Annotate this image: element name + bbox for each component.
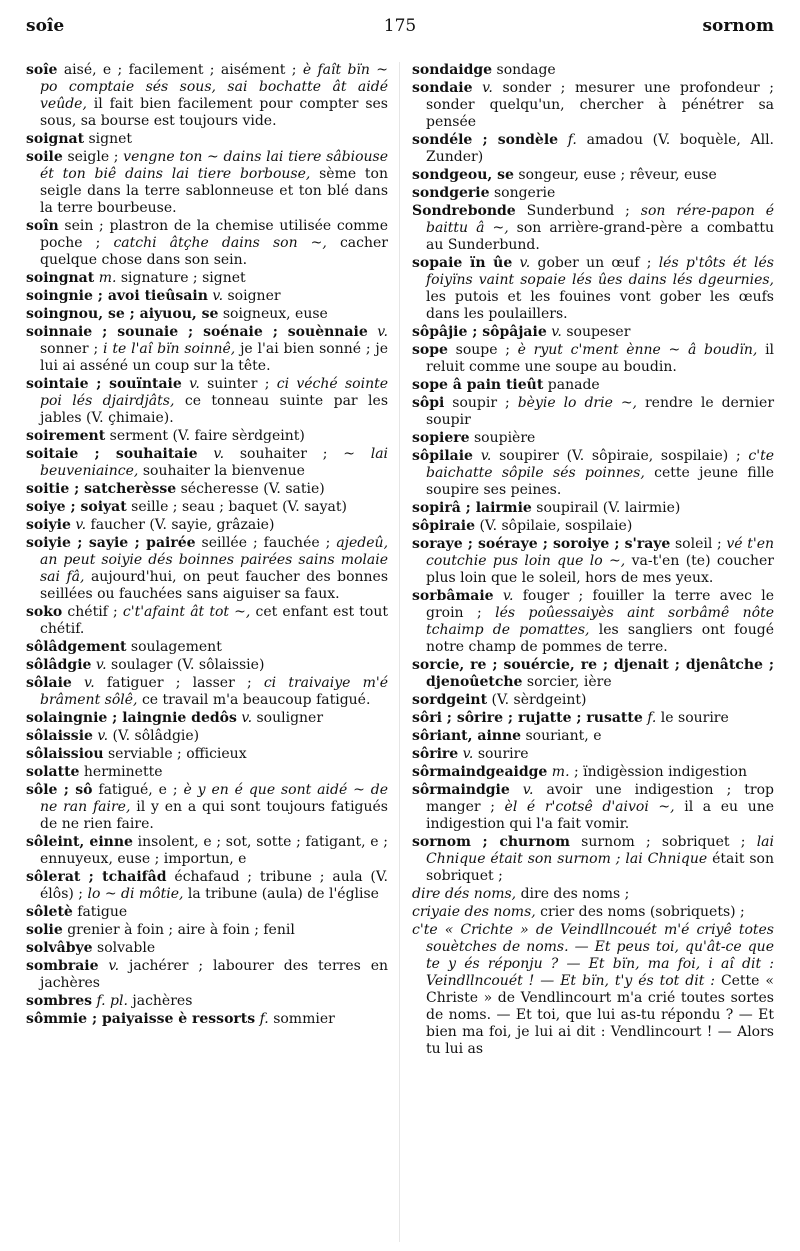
entry-definition: soulager (V. sôlaissie) — [111, 657, 265, 673]
entry-headword: sôriant, ainne — [412, 728, 522, 744]
entry-headword: sorcie, re ; souércie, re ; djenait ; djenâtche ; djenoûetche — [412, 657, 774, 690]
entry-example: lés p'tôts ét lés foiyïns vaint sopaie lés ûes dains lés dgeurnies, — [426, 255, 774, 288]
dictionary-entry — [412, 710, 774, 727]
entry-definition: soupir ; — [452, 395, 510, 411]
dictionary-entry — [26, 710, 388, 727]
entry-example: c'te « Crichte » de Veindllncouét m'é criyê totes souètches de noms. — Et peus toi, qu'ât-ce que te y és réponju ? — Et bïn, ma foi, i aî dit : Veindllncouét ! — Et bïn, t'y és tot dit : — [412, 922, 774, 989]
dictionary-entry — [412, 377, 774, 394]
dictionary-entry — [412, 518, 774, 535]
entry-headword: solvâbye — [26, 940, 93, 956]
entry-headword: soîn — [26, 218, 59, 234]
left-column — [26, 62, 388, 1242]
entry-headword: sôri ; sôrire ; rujatte ; rusatte — [412, 710, 643, 726]
entry-translation: il a eu une indigestion qui l'a fait vomir. — [426, 799, 775, 832]
entry-definition: (V. sôlâdgie) — [112, 728, 200, 744]
entry-headword: soingnie ; avoi tieûsain — [26, 288, 208, 304]
dictionary-entry — [26, 782, 388, 833]
entry-example: dire dés noms, — [412, 886, 517, 902]
entry-grammar-note: f. — [567, 132, 577, 148]
entry-definition: serment (V. faire sèrdgeint) — [109, 428, 305, 444]
dictionary-entry — [412, 922, 774, 1058]
entry-grammar-note: v. — [519, 255, 531, 271]
entry-definition: sommier — [273, 1011, 335, 1027]
entry-definition: échafaud ; tribune ; aula (V. élôs) ; — [40, 869, 389, 902]
entry-definition: soulagement — [130, 639, 222, 655]
entry-grammar-note: v. — [97, 728, 109, 744]
entry-definition: soigneux, euse — [222, 306, 328, 322]
entry-definition: fouger ; fouiller la terre avec le groin ; — [426, 588, 774, 621]
entry-headword: sôpilaie — [412, 448, 473, 464]
entry-definition: soupirer (V. sôpiraie, sospilaie) ; — [499, 448, 741, 464]
entry-definition: seille ; seau ; baquet (V. sayat) — [131, 499, 347, 515]
dictionary-entry — [412, 764, 774, 781]
dictionary-entry — [412, 62, 774, 79]
entry-headword: soile — [26, 149, 63, 165]
entry-definition: songeur, euse ; rêveur, euse — [518, 167, 717, 183]
dictionary-entry — [412, 185, 774, 202]
entry-translation: ce tonneau suinte par les jables (V. çhimaie). — [40, 393, 389, 426]
entry-translation: son arrière-grand-père a combattu au Sunderbund. — [426, 220, 774, 253]
dictionary-entry — [26, 675, 388, 709]
entry-definition: signet — [88, 131, 133, 147]
dictionary-entry — [26, 746, 388, 763]
dictionary-entry — [26, 446, 388, 480]
entry-definition: signature ; signet — [120, 270, 246, 286]
entry-definition: sondage — [496, 62, 556, 78]
entry-headword: sôpi — [412, 395, 445, 411]
entry-example: ci véché sointe poi lés djairdjâts, — [40, 376, 389, 409]
entry-headword: sondaidge — [412, 62, 493, 78]
column-divider — [399, 62, 400, 1242]
dictionary-entry — [412, 500, 774, 517]
entry-headword: sôle ; sô — [26, 782, 93, 798]
entry-headword: sôlaissiou — [26, 746, 104, 762]
entry-translation: souhaiter la bienvenue — [142, 463, 305, 479]
entry-grammar-note: v. — [482, 80, 493, 96]
entry-headword: soitaie ; souhaitaie — [26, 446, 198, 462]
entry-grammar-note: m. — [98, 270, 117, 286]
dictionary-entry — [26, 940, 388, 957]
dictionary-entry — [26, 376, 388, 427]
entry-translation: il y en a qui sont toujours fatigués de ne rien faire. — [40, 799, 388, 832]
entry-example: lés poûessaiyès aint sorbâmê nôte tchaimp de pomattes, — [426, 605, 775, 638]
entry-grammar-note: v. — [95, 657, 107, 673]
entry-example: son rére-papon é baittu â ~, — [426, 203, 775, 236]
entry-definition: sécheresse (V. satie) — [180, 481, 325, 497]
entry-definition: avoir une indigestion ; trop manger ; — [426, 782, 774, 815]
dictionary-entry — [26, 517, 388, 534]
dictionary-entry — [412, 746, 774, 763]
dictionary-entry — [26, 993, 388, 1010]
entry-headword: sôrire — [412, 746, 459, 762]
dictionary-entry — [26, 131, 388, 148]
entry-definition: souhaiter ; ~ — [239, 446, 355, 462]
entry-headword: sôlaie — [26, 675, 72, 691]
entry-headword: sope â pain tieût — [412, 377, 544, 393]
entry-headword: sôpiraie — [412, 518, 475, 534]
entry-headword: sornom ; churnom — [412, 834, 570, 850]
entry-translation: ce travail m'a beaucoup fatigué. — [141, 692, 371, 708]
entry-definition: Sunderbund ; — [526, 203, 630, 219]
entry-headword: sombres — [26, 993, 92, 1009]
entry-definition: ; ïndigèssion indigestion — [573, 764, 747, 780]
header-last-word: sornom — [702, 16, 774, 36]
entry-headword: sôlerat ; tchaifâd — [26, 869, 167, 885]
dictionary-entry — [412, 255, 774, 323]
entry-definition: serviable ; officieux — [107, 746, 247, 762]
entry-translation: il reluit comme une soupe au boudin. — [426, 342, 775, 375]
entry-headword: sondéle ; sondèle — [412, 132, 559, 148]
dictionary-entry — [412, 132, 774, 166]
entry-grammar-note: v. — [522, 782, 534, 798]
entry-definition: insolent, e ; sot, sotte ; fatigant, e ; ennuyeux, euse ; importun, e — [40, 834, 388, 867]
entry-grammar-note: f. — [647, 710, 657, 726]
entry-grammar-note: v. — [75, 517, 87, 533]
entry-definition: gober un œuf ; — [537, 255, 652, 271]
entry-example: vengne ton ~ dains lai tiere sâbiouse ét ton biê dains lai tiere borbouse, — [40, 149, 388, 182]
entry-translation: Cette « Christe » de Vendlincourt m'a crié toutes sortes de noms. — Et toi, que lui as-tu répondu ? — Et bien ma foi, je lui ai dit : Vendlincourt ! — Alors tu lui as — [426, 973, 774, 1057]
entry-translation: était son sobriquet ; — [426, 851, 774, 884]
dictionary-entry — [26, 834, 388, 868]
entry-grammar-note: m. — [551, 764, 570, 780]
entry-headword: sôpâjie ; sôpâjaie — [412, 324, 547, 340]
dictionary-entry — [412, 728, 774, 745]
entry-definition: jachères — [132, 993, 193, 1009]
entry-definition: fatiguer ; lasser ; — [106, 675, 252, 691]
entry-headword: sôlâdgie — [26, 657, 92, 673]
entry-translation: cette jeune fille soupire ses peines. — [426, 465, 775, 498]
entry-headword: solaingnie ; laingnie dedôs — [26, 710, 237, 726]
entry-headword: sopiere — [412, 430, 470, 446]
dictionary-entry — [26, 639, 388, 656]
entry-translation: aujourd'hui, on peut faucher des bonnes seillées ou fauchées sans aiguiser sa faux. — [40, 569, 389, 602]
dictionary-entry — [412, 886, 774, 903]
entry-definition: sourire — [477, 746, 529, 762]
entry-grammar-note: v. — [189, 376, 200, 392]
dictionary-entry — [26, 499, 388, 516]
entry-headword: sôleint, einne — [26, 834, 133, 850]
entry-headword: sôlaissie — [26, 728, 93, 744]
entry-definition: le sourire — [660, 710, 729, 726]
entry-definition: soupeser — [566, 324, 631, 340]
dictionary-entry — [26, 481, 388, 498]
entry-definition: sonder ; mesurer une profondeur ; sonder quelqu'un, chercher à pénétrer sa pensée — [426, 80, 775, 130]
entry-translation: dire des noms ; — [520, 886, 630, 902]
right-column — [412, 62, 774, 1242]
entry-definition: soupière — [473, 430, 536, 446]
entry-grammar-note: v. — [241, 710, 253, 726]
entry-grammar-note: f. — [259, 1011, 269, 1027]
entry-headword: sope — [412, 342, 448, 358]
page-number: 175 — [383, 16, 417, 36]
entry-definition: seigle ; — [67, 149, 119, 165]
entry-definition: sonner ; — [40, 341, 99, 357]
entry-definition: aisé, e ; facilement ; aisément ; — [63, 62, 297, 78]
entry-grammar-note: v. — [551, 324, 562, 340]
entry-headword: soirement — [26, 428, 106, 444]
entry-headword: soitie ; satcherèsse — [26, 481, 177, 497]
entry-example: è ryut c'ment ènne ~ â boudïn, — [517, 342, 758, 358]
dictionary-entry — [26, 62, 388, 130]
entry-headword: sôrmaindgeaidge — [412, 764, 548, 780]
dictionary-entry — [412, 904, 774, 921]
dictionary-entry — [26, 869, 388, 903]
entry-definition: faucher (V. sayie, grâzaie) — [90, 517, 275, 533]
entry-grammar-note: v. — [502, 588, 514, 604]
dictionary-entry — [26, 657, 388, 674]
entry-headword: sorbâmaie — [412, 588, 494, 604]
dictionary-entry — [26, 306, 388, 323]
entry-headword: soinnaie ; sounaie ; soénaie ; souènnaie — [26, 324, 368, 340]
entry-definition: panade — [547, 377, 600, 393]
dictionary-entry — [412, 448, 774, 499]
entry-headword: soingnat — [26, 270, 95, 286]
entry-definition: fatigué, e ; — [98, 782, 178, 798]
entry-definition: surnom ; sobriquet ; — [581, 834, 746, 850]
entry-grammar-note: v. — [212, 288, 224, 304]
entry-translation: les sangliers ont fougé notre champ de pommes de terre. — [426, 622, 774, 655]
entry-headword: sôletè — [26, 904, 73, 920]
entry-headword: sombraie — [26, 958, 99, 974]
dictionary-entry — [26, 324, 388, 375]
entry-grammar-note: v. — [377, 324, 388, 340]
entry-headword: sointaie ; souïntaie — [26, 376, 182, 392]
entry-example: èl é r'cotsê d'aivoi ~, — [504, 799, 675, 815]
entry-translation: sème ton seigle dans la terre sablonneuse et ton blé dans la terre bourbeuse. — [40, 166, 388, 216]
dictionary-entry — [26, 958, 388, 992]
entry-headword: sômmie ; paiyaisse è ressorts — [26, 1011, 256, 1027]
entry-translation: les putois et les fouines vont gober les œufs dans les poulaillers. — [426, 289, 774, 322]
entry-headword: solatte — [26, 764, 80, 780]
entry-translation: va-t'en (te) coucher plus loin que le soleil, hors de mes yeux. — [426, 553, 775, 586]
entry-example: c't'afaint ât tot ~, — [122, 604, 251, 620]
entry-definition: chétif ; — [67, 604, 118, 620]
entry-definition: souligner — [256, 710, 324, 726]
entry-translation: cacher quelque chose dans son sein. — [40, 235, 388, 268]
entry-translation: cet enfant est tout chétif. — [40, 604, 388, 637]
entry-example: ci traivaiye m'é brâment sôlê, — [40, 675, 389, 708]
entry-example: lai beuveniaince, — [40, 446, 389, 479]
page-header — [26, 10, 774, 40]
entry-definition: soleil ; — [674, 536, 722, 552]
entry-headword: sordgeint — [412, 692, 488, 708]
entry-headword: sôlâdgement — [26, 639, 127, 655]
entry-example: lo ~ di môtie, — [87, 886, 184, 902]
entry-definition: sorcier, ière — [526, 674, 612, 690]
dictionary-entry — [412, 782, 774, 833]
entry-headword: soignat — [26, 131, 85, 147]
dictionary-entry — [26, 922, 388, 939]
entry-translation: la tribune (aula) de l'église — [187, 886, 379, 902]
entry-grammar-note: v. — [480, 448, 492, 464]
entry-definition: soupe ; — [455, 342, 510, 358]
entry-translation: rendre le dernier soupir — [426, 395, 775, 428]
entry-headword: soiye ; soiyat — [26, 499, 127, 515]
entry-example: catchi âtçhe dains son ~, — [113, 235, 327, 251]
entry-translation: il fait bien facilement pour compter ses sous, sa bourse est toujours vide. — [40, 96, 388, 129]
dictionary-entry — [412, 692, 774, 709]
entry-definition: (V. sôpilaie, sospilaie) — [479, 518, 633, 534]
entry-headword: sondaie — [412, 80, 473, 96]
entry-translation: crier des noms (sobriquets) ; — [540, 904, 745, 920]
entry-definition: jachérer ; labourer des terres en jachères — [40, 958, 389, 991]
dictionary-entry — [26, 288, 388, 305]
entry-grammar-note: v. — [84, 675, 95, 691]
entry-example: è faît bïn ~ po comptaie sés sous, sai bochatte ât aidé veûde, — [40, 62, 388, 112]
dictionary-entry — [26, 428, 388, 445]
dictionary-entry — [412, 395, 774, 429]
dictionary-entry — [26, 270, 388, 287]
dictionary-entry — [412, 834, 774, 885]
entry-grammar-note: v. — [213, 446, 225, 462]
entry-grammar-note: v. — [108, 958, 120, 974]
dictionary-entry — [26, 764, 388, 781]
entry-definition: amadou (V. boquèle, All. Zunder) — [426, 132, 775, 165]
dictionary-entry — [412, 657, 774, 691]
entry-translation: je l'ai bien sonné ; je lui ai asséné un coup sur la tête. — [40, 341, 389, 374]
dictionary-entry — [26, 1011, 388, 1028]
entry-definition: herminette — [83, 764, 163, 780]
entry-definition: fatigue — [77, 904, 128, 920]
entry-headword: soko — [26, 604, 63, 620]
entry-headword: soraye ; soéraye ; soroiye ; s'raye — [412, 536, 671, 552]
entry-definition: songerie — [493, 185, 556, 201]
entry-grammar-note: f. pl. — [96, 993, 128, 1009]
dictionary-entry — [412, 324, 774, 341]
entry-definition: grenier à foin ; aire à foin ; fenil — [67, 922, 295, 938]
dictionary-entry — [26, 728, 388, 745]
dictionary-entry — [412, 430, 774, 447]
dictionary-entry — [26, 218, 388, 269]
dictionary-entry — [412, 167, 774, 184]
entry-definition: souriant, e — [525, 728, 602, 744]
dictionary-entry — [26, 149, 388, 217]
dictionary-entry — [26, 604, 388, 638]
entry-headword: sopirâ ; lairmie — [412, 500, 532, 516]
entry-headword: solie — [26, 922, 63, 938]
entry-example: è y en é que sont aidé ~ de ne ran faire, — [40, 782, 389, 815]
entry-headword: sondgerie — [412, 185, 490, 201]
entry-definition: suinter ; — [207, 376, 270, 392]
entry-headword: sôrmaindgie — [412, 782, 510, 798]
dictionary-entry — [412, 203, 774, 254]
entry-definition: (V. sèrdgeint) — [491, 692, 587, 708]
entry-example: i te l'aî bïn soinnê, — [103, 341, 236, 357]
entry-example: criyaie des noms, — [412, 904, 536, 920]
entry-headword: soîe — [26, 62, 58, 78]
entry-definition: seillée ; fauchée ; — [201, 535, 331, 551]
dictionary-entry — [412, 588, 774, 656]
entry-definition: soigner — [227, 288, 281, 304]
dictionary-entry — [412, 342, 774, 376]
dictionary-entry — [412, 80, 774, 131]
entry-example: c'te baichatte sôpile sés poinnes, — [426, 448, 774, 481]
dictionary-entry — [26, 535, 388, 603]
header-first-word: soîe — [26, 16, 65, 36]
entry-example: bèyie lo drie ~, — [517, 395, 638, 411]
entry-headword: sopaie ïn ûe — [412, 255, 513, 271]
entry-headword: soiyie — [26, 517, 71, 533]
entry-headword: sondgeou, se — [412, 167, 514, 183]
entry-headword: Sondrebonde — [412, 203, 516, 219]
entry-definition: solvable — [97, 940, 156, 956]
entry-example: ajedeû, an peut soiyie dés boinnes pairées sains molaie sai fâ, — [40, 535, 389, 585]
entry-example: vé t'en coutchie pus loin que lo ~, — [426, 536, 775, 569]
dictionary-entry — [26, 904, 388, 921]
entry-headword: soingnou, se ; aiyuou, se — [26, 306, 219, 322]
entry-definition: sein ; plastron de la chemise utilisée comme poche ; — [40, 218, 388, 251]
entry-definition: soupirail (V. lairmie) — [536, 500, 681, 516]
dictionary-entry — [412, 536, 774, 587]
entry-example: lai Chnique était son surnom ; lai Chnique — [426, 834, 775, 867]
entry-headword: soiyie ; sayie ; pairée — [26, 535, 196, 551]
entry-grammar-note: v. — [462, 746, 474, 762]
